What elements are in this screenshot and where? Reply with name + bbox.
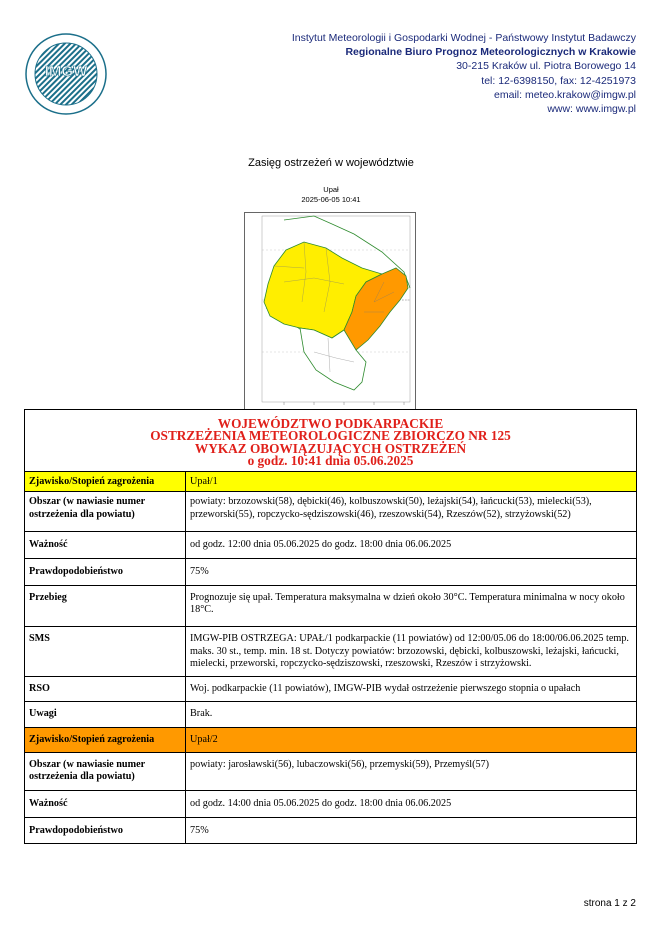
probability-value: 75% — [186, 817, 637, 843]
warning1-area-row — [25, 492, 637, 532]
warning2-probability-row — [25, 817, 637, 843]
header-website: www: www.imgw.pl — [547, 103, 636, 116]
validity-label: Ważność — [25, 532, 186, 559]
warning-map — [244, 212, 416, 410]
warning1-probability-row — [25, 559, 637, 585]
phenomenon-value: Upał/2 — [186, 727, 637, 752]
validity-value: od godz. 14:00 dnia 05.06.2025 do godz. 18:00 dnia 06.06.2025 — [186, 790, 637, 817]
title-region: WOJEWÓDZTWO PODKARPACKIE — [217, 416, 444, 431]
warning1-notes-row — [25, 702, 637, 727]
phenomenon-value: Upał/1 — [186, 472, 637, 492]
sms-value: IMGW-PIB OSTRZEGA: UPAŁ/1 podkarpackie (11 powiatów) od 12:00/05.06 do 18:00/06.06.2025 temp. maks. 30 st., temp. min. 18 st. Dotyczy powiatów: brzozowski, dębicki, kolbuszowski, leżajski, łańcucki, mielecki, przeworski, ropczycko-sędziszowski, rzeszowski, Rzeszów i strzyżowski. — [186, 627, 637, 677]
rso-value: Woj. podkarpackie (11 powiatów), IMGW-PIB wydał ostrzeżenie pierwszego stopnia o upałach — [186, 677, 637, 702]
warnings-table — [24, 409, 637, 844]
warning2-validity-row — [25, 790, 637, 817]
course-value: Prognozuje się upał. Temperatura maksymalna w dzień około 30°C. Temperatura minimalna w nocy około 18°C. — [186, 585, 637, 627]
probability-label: Prawdopodobieństwo — [25, 817, 186, 843]
course-label: Przebieg — [25, 585, 186, 627]
header-email: email: meteo.krakow@imgw.pl — [494, 88, 636, 101]
sms-label: SMS — [25, 627, 186, 677]
area-value: powiaty: brzozowski(58), dębicki(46), kolbuszowski(50), leżajski(54), łańcucki(53), mielecki(53), przeworski(55), ropczycko-sędziszowski(46), rzeszowski(54), Rzeszów(52), strzyżowski(52) — [186, 492, 637, 532]
map-title-block — [0, 185, 662, 205]
title-collective: OSTRZEŻENIA METEOROLOGICZNE ZBIORCZO NR 125 — [150, 428, 511, 444]
validity-label: Ważność — [25, 790, 186, 817]
rso-label: RSO — [25, 677, 186, 702]
warning1-sms-row — [25, 627, 637, 677]
document-title — [25, 410, 637, 472]
header-phone: tel: 12-6398150, fax: 12-4251973 — [481, 74, 636, 87]
logo-text: IMGW — [44, 63, 88, 80]
area-label: Obszar (w nawiasie numer ostrzeżenia dla powiatu) — [25, 492, 186, 532]
institute-header — [216, 31, 636, 116]
map-caption: Zasięg ostrzeżeń w województwie — [248, 157, 414, 169]
area-label: Obszar (w nawiasie numer ostrzeżenia dla powiatu) — [25, 753, 186, 791]
title-time: o godz. 10:41 dnia 05.06.2025 — [247, 452, 414, 468]
area-value: powiaty: jarosławski(56), lubaczowski(56), przemyski(59), Przemyśl(57) — [186, 753, 637, 791]
warning1-phenomenon-row — [25, 472, 637, 492]
header-address: 30-215 Kraków ul. Piotra Borowego 14 — [456, 60, 636, 73]
header-institute-name: Instytut Meteorologii i Gospodarki Wodnej - Państwowy Instytut Badawczy — [291, 32, 636, 44]
warning2-phenomenon-row — [25, 727, 637, 752]
warning1-course-row — [25, 585, 637, 627]
probability-label: Prawdopodobieństwo — [25, 559, 186, 585]
map-title: Upał — [323, 185, 339, 194]
title-list: WYKAZ OBOWIĄZUJĄCYCH OSTRZEŻEŃ — [194, 440, 467, 456]
phenomenon-label: Zjawisko/Stopień zagrożenia — [25, 727, 186, 752]
notes-value: Brak. — [186, 702, 637, 727]
imgw-logo — [24, 32, 108, 116]
warning2-area-row — [25, 753, 637, 791]
notes-label: Uwagi — [25, 702, 186, 727]
map-date: 2025-06-05 10:41 — [301, 195, 361, 204]
probability-value: 75% — [186, 559, 637, 585]
warning1-validity-row — [25, 532, 637, 559]
page-number: strona 1 z 2 — [583, 898, 636, 909]
header-office-name: Regionalne Biuro Prognoz Meteorologicznych w Krakowie — [345, 46, 636, 59]
phenomenon-label: Zjawisko/Stopień zagrożenia — [25, 472, 186, 492]
validity-value: od godz. 12:00 dnia 05.06.2025 do godz. 18:00 dnia 06.06.2025 — [186, 532, 637, 559]
warning1-rso-row — [25, 677, 637, 702]
